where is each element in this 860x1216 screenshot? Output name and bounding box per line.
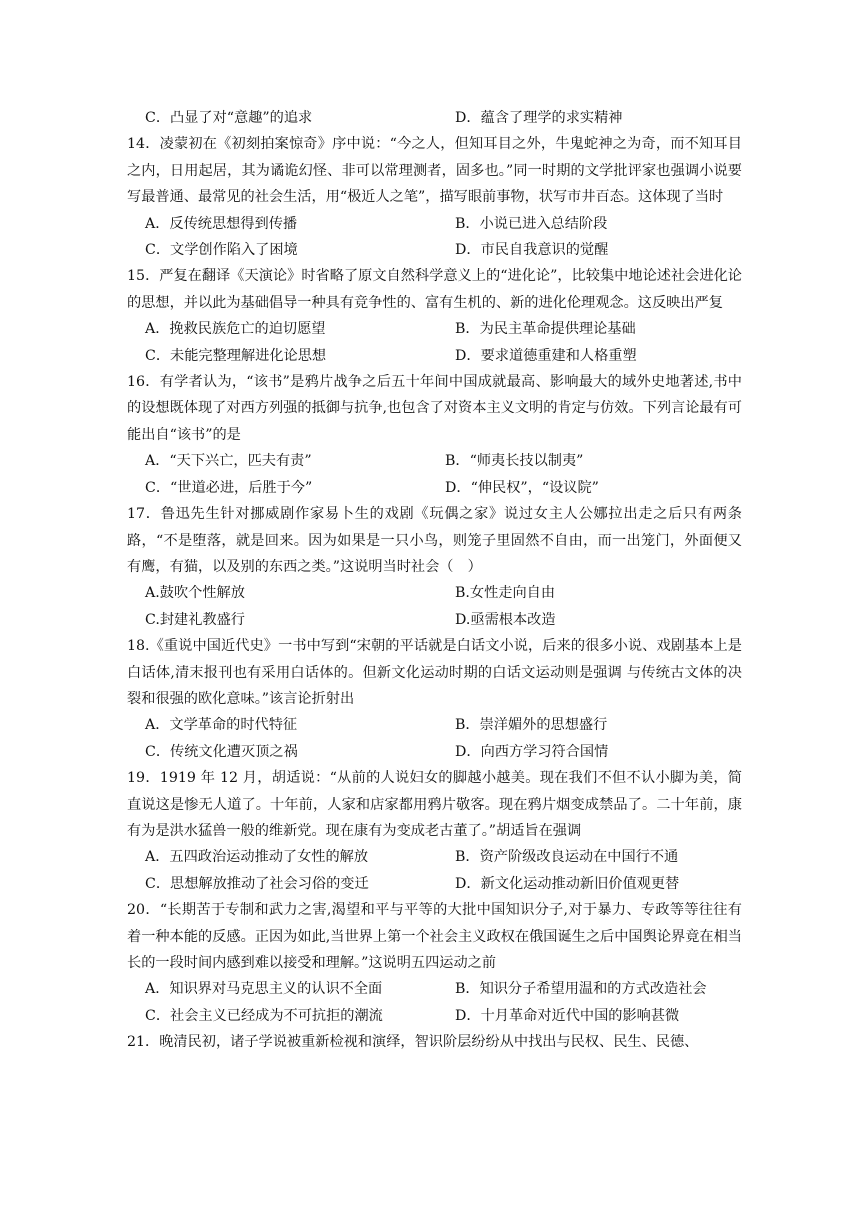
- question-18-stem: 18.《重说中国近代史》一书中写到“宋朝的平话就是白话文小说，后来的很多小说、戏剧基本上是白话体,清末报刊也有采用白话体的。但新文化运动时期的白话文运动则是强调 与传统古文体的决裂和很强的欧化意味。”该言论折射出: [127, 638, 742, 707]
- option-c: C．凸显了对“意趣”的追求: [145, 110, 313, 126]
- option-a: A．挽救民族危亡的迫切愿望: [145, 321, 326, 338]
- option-d: D．向西方学习符合国情: [455, 743, 609, 760]
- option-b: B.女性走向自由: [455, 585, 556, 602]
- option-b: B．崇洋媚外的思想盛行: [455, 717, 608, 734]
- question-17-options: [127, 580, 742, 633]
- option-d: D．新文化运动推动新旧价值观更替: [455, 875, 680, 892]
- option-a: A．文学革命的时代特征: [145, 717, 298, 734]
- option-c: C.封建礼教盛行: [145, 611, 245, 628]
- option-b: B．资产阶级改良运动在中国行不通: [455, 849, 679, 866]
- question-15-stem: 15．严复在翻译《天演论》时省略了原文自然科学意义上的“进化论”，比较集中地论述社会进化论的思想，并以此为基础倡导一种具有竞争性的、富有生机的、新的进化伦理观念。这反映出严复: [127, 268, 742, 311]
- option-d: D．十月革命对近代中国的影响甚微: [455, 1007, 680, 1024]
- question-20-options: [127, 976, 742, 1029]
- option-b: B．为民主革命提供理论基础: [455, 321, 636, 338]
- question-list: [127, 105, 742, 1056]
- question-16-options: [127, 448, 742, 501]
- option-a: A．五四政治运动推动了女性的解放: [145, 849, 369, 866]
- option-c: C．未能完整理解进化论思想: [145, 347, 327, 364]
- question-17-stem: 17．鲁迅先生针对挪威剧作家易卜生的戏剧《玩偶之家》说过女主人公娜拉出走之后只有两条路，“不是堕落，就是回来。因为如果是一只小鸟，则笼子里固然不自由，而一出笼门，外面便又有鹰，有猫，以及别的东西之类。”这说明当时社会（ ）: [127, 506, 742, 575]
- question-20-stem: 20．“长期苦于专制和武力之害,渴望和平与平等的大批中国知识分子,对于暴力、专政等等往往有着一种本能的反感。正因为如此,当世界上第一个社会主义政权在俄国诞生之后中国舆论界竟在相当长的一段时间内感到难以接受和理解。”这说明五四运动之前: [127, 902, 742, 971]
- question-19-options: [127, 844, 742, 897]
- option-d: D．蕴含了理学的求实精神: [455, 110, 623, 126]
- question-14-stem: 14．凌蒙初在《初刻拍案惊奇》序中说：“今之人，但知耳目之外，牛鬼蛇神之为奇，而不知耳目之内，日用起居，其为谲诡幻怪、非可以常理测者，固多也。”同一时期的文学批评家也强调小说要写最普通、最常见的社会生活，用“极近人之笔”，描写眼前事物，状写市井百态。这体现了当时: [127, 136, 742, 206]
- option-c: C．社会主义已经成为不可抗拒的潮流: [145, 1007, 383, 1024]
- option-a: A．知识界对马克思主义的认识不全面: [145, 981, 383, 998]
- option-d: D．市民自我意识的觉醒: [455, 242, 609, 259]
- option-a: A．“天下兴亡，匹夫有责”: [145, 453, 312, 470]
- question-15-options: [127, 316, 742, 369]
- option-d: D．要求道德重建和人格重塑: [455, 347, 637, 364]
- option-c: C．传统文化遭灭顶之祸: [145, 743, 298, 760]
- option-d: D．“伸民权”，“设议院”: [445, 479, 599, 496]
- question-21-stem: 21．晚清民初，诸子学说被重新检视和演绎，智识阶层纷纷从中找出与民权、民生、民德、: [127, 1034, 699, 1051]
- q13-options: [127, 105, 742, 131]
- question-18-options: [127, 712, 742, 765]
- option-d: D.亟需根本改造: [455, 611, 556, 628]
- option-c: C．“世道必进，后胜于今”: [145, 479, 313, 496]
- question-14-options: [127, 211, 742, 264]
- option-c: C．文学创作陷入了困境: [145, 242, 298, 259]
- option-a: A．反传统思想得到传播: [145, 215, 298, 232]
- question-16-stem: 16．有学者认为，“该书”是鸦片战争之后五十年间中国成就最高、影响最大的域外史地著述,书中的设想既体现了对西方列强的抵御与抗争,也包含了对资本主义文明的肯定与仿效。下列言论最有可能出自“该书”的是: [127, 374, 742, 443]
- option-a: A.鼓吹个性解放: [145, 585, 245, 602]
- question-19-stem: 19．1919 年 12 月，胡适说：“从前的人说妇女的脚越小越美。现在我们不但不认小脚为美，简直说这是惨无人道了。十年前，人家和店家都用鸦片敬客。现在鸦片烟变成禁品了。二十年前，康有为是洪水猛兽一般的维新党。现在康有为变成老古董了。”胡适旨在强调: [127, 770, 742, 839]
- option-b: B．小说已进入总结阶段: [455, 215, 608, 232]
- option-c: C．思想解放推动了社会习俗的变迁: [145, 875, 369, 892]
- option-b: B．“师夷长技以制夷”: [445, 453, 584, 470]
- option-b: B．知识分子希望用温和的方式改造社会: [455, 981, 707, 998]
